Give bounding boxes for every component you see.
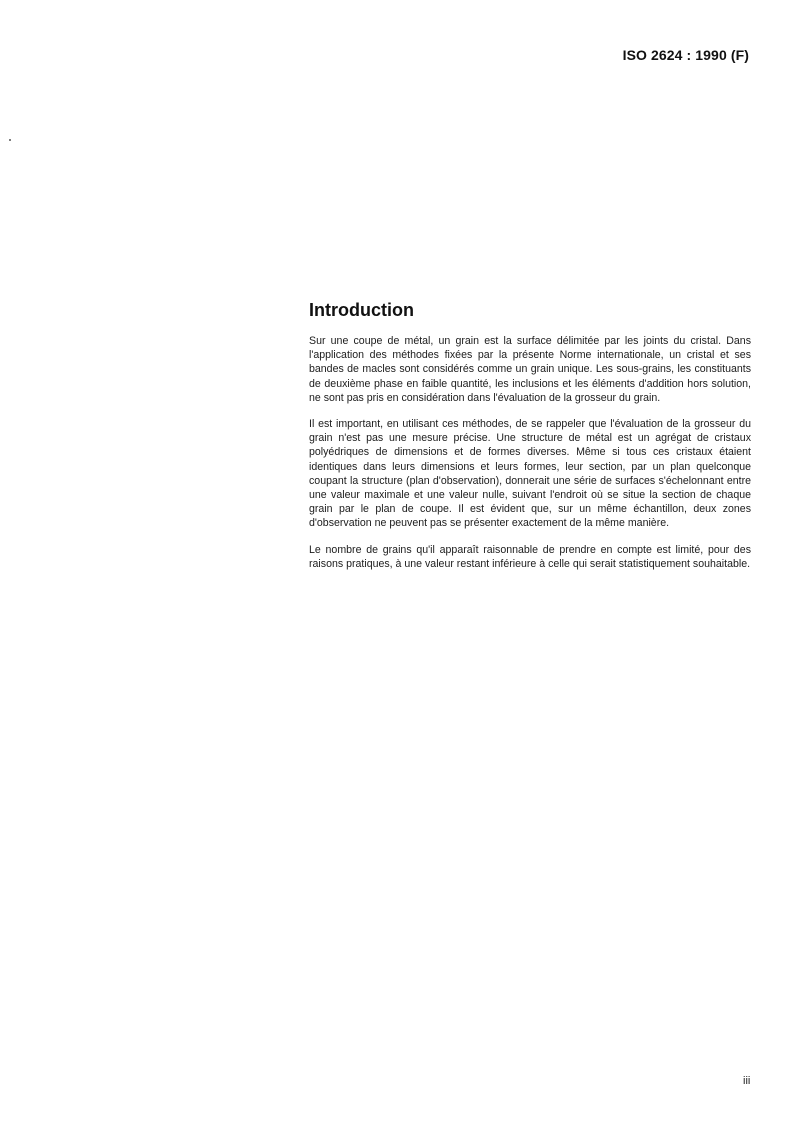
body-paragraph-3: Le nombre de grains qu'il apparaît raisonnable de prendre en compte est limité, pour des raisons pratiques, à une valeur restant inférieure à celle qui serait statistiquement souhaitable. <box>309 543 751 570</box>
scan-speck-mark <box>9 139 11 141</box>
body-paragraph-2: Il est important, en utilisant ces méthodes, de se rappeler que l'évaluation de la grosseur du grain n'est pas une mesure précise. Une structure de métal est un agrégat de cristaux polyédriques de dimensions et de formes diverses. Même si tous ces cristaux étaient identiques dans leurs dimensions et leurs formes, leur section, par un plan quelconque coupant la structure (plan d'observation), donnerait une série de surfaces s'échelonnant entre une valeur maximale et une valeur nulle, suivant l'endroit où se situe la section de chaque grain par le plan de coupe. Il est évident que, sur un même échantillon, deux zones d'observation ne peuvent pas se présenter exactement de la même manière. <box>309 418 751 530</box>
standard-code-header: ISO 2624 : 1990 (F) <box>622 47 749 63</box>
section-title: Introduction <box>309 300 414 320</box>
body-paragraph-1: Sur une coupe de métal, un grain est la surface délimitée par les joints du cristal. Dans l'application des méthodes fixées par la présente Norme internationale, un cristal et ses bandes de macles sont considérés comme un grain unique. Les sous-grains, les constituants de deuxième phase en faible quantité, les inclusions et les éléments d'addition hors solution, ne sont pas pris en considération dans l'évaluation de la grosseur du grain. <box>309 335 751 404</box>
body-text-column <box>309 334 751 583</box>
page-number: iii <box>743 1075 751 1087</box>
